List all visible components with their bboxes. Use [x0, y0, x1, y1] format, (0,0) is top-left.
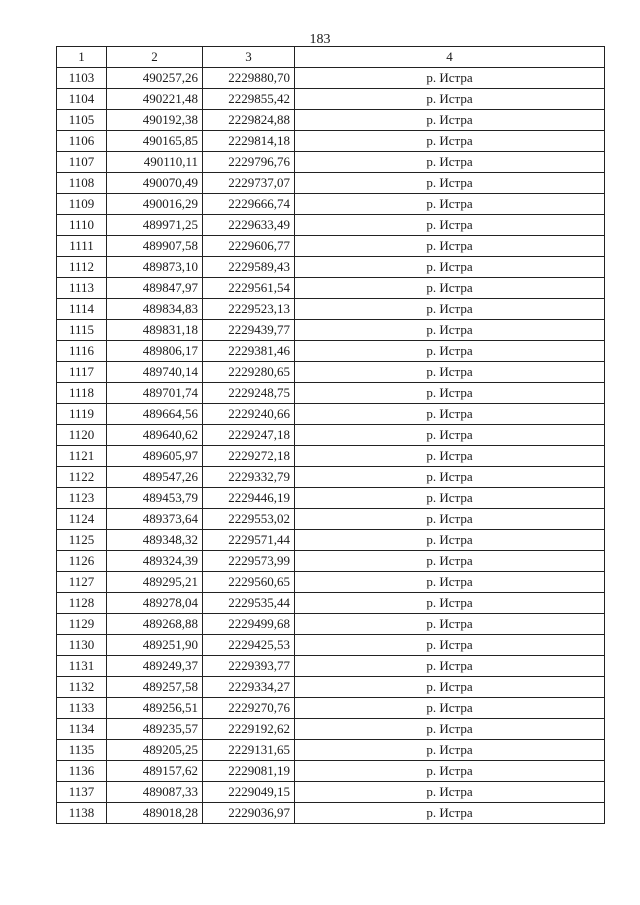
y-coordinate-cell: 2229553,02 [203, 509, 295, 530]
column-header-3: 3 [203, 47, 295, 68]
y-coordinate-cell: 2229439,77 [203, 320, 295, 341]
x-coordinate-cell: 489257,58 [107, 677, 203, 698]
table-row [57, 299, 605, 320]
description-cell: р. Истра [295, 89, 605, 110]
x-coordinate-cell: 490221,48 [107, 89, 203, 110]
y-coordinate-cell: 2229081,19 [203, 761, 295, 782]
x-coordinate-cell: 489235,57 [107, 719, 203, 740]
point-number-cell: 1106 [57, 131, 107, 152]
table-row [57, 110, 605, 131]
x-coordinate-cell: 489453,79 [107, 488, 203, 509]
point-number-cell: 1111 [57, 236, 107, 257]
table-row [57, 257, 605, 278]
x-coordinate-cell: 489547,26 [107, 467, 203, 488]
point-number-cell: 1120 [57, 425, 107, 446]
coordinates-table [56, 46, 605, 824]
x-coordinate-cell: 489834,83 [107, 299, 203, 320]
x-coordinate-cell: 490165,85 [107, 131, 203, 152]
point-number-cell: 1119 [57, 404, 107, 425]
y-coordinate-cell: 2229393,77 [203, 656, 295, 677]
y-coordinate-cell: 2229270,76 [203, 698, 295, 719]
x-coordinate-cell: 489087,33 [107, 782, 203, 803]
description-cell: р. Истра [295, 698, 605, 719]
point-number-cell: 1108 [57, 173, 107, 194]
table-row [57, 572, 605, 593]
point-number-cell: 1130 [57, 635, 107, 656]
x-coordinate-cell: 489740,14 [107, 362, 203, 383]
description-cell: р. Истра [295, 509, 605, 530]
description-cell: р. Истра [295, 68, 605, 89]
y-coordinate-cell: 2229814,18 [203, 131, 295, 152]
table-row [57, 488, 605, 509]
y-coordinate-cell: 2229272,18 [203, 446, 295, 467]
y-coordinate-cell: 2229247,18 [203, 425, 295, 446]
x-coordinate-cell: 489251,90 [107, 635, 203, 656]
y-coordinate-cell: 2229240,66 [203, 404, 295, 425]
y-coordinate-cell: 2229855,42 [203, 89, 295, 110]
point-number-cell: 1103 [57, 68, 107, 89]
x-coordinate-cell: 489971,25 [107, 215, 203, 236]
point-number-cell: 1116 [57, 341, 107, 362]
point-number-cell: 1128 [57, 593, 107, 614]
point-number-cell: 1110 [57, 215, 107, 236]
point-number-cell: 1124 [57, 509, 107, 530]
x-coordinate-cell: 489348,32 [107, 530, 203, 551]
x-coordinate-cell: 489249,37 [107, 656, 203, 677]
table-header-row [57, 47, 605, 68]
table-row [57, 467, 605, 488]
table-row [57, 719, 605, 740]
table-row [57, 635, 605, 656]
description-cell: р. Истра [295, 761, 605, 782]
x-coordinate-cell: 489018,28 [107, 803, 203, 824]
y-coordinate-cell: 2229499,68 [203, 614, 295, 635]
y-coordinate-cell: 2229737,07 [203, 173, 295, 194]
table-row [57, 656, 605, 677]
point-number-cell: 1129 [57, 614, 107, 635]
point-number-cell: 1131 [57, 656, 107, 677]
table-row [57, 425, 605, 446]
column-header-4: 4 [295, 47, 605, 68]
x-coordinate-cell: 489847,97 [107, 278, 203, 299]
table-row [57, 383, 605, 404]
description-cell: р. Истра [295, 614, 605, 635]
x-coordinate-cell: 489806,17 [107, 341, 203, 362]
description-cell: р. Истра [295, 110, 605, 131]
x-coordinate-cell: 489831,18 [107, 320, 203, 341]
description-cell: р. Истра [295, 782, 605, 803]
y-coordinate-cell: 2229796,76 [203, 152, 295, 173]
description-cell: р. Истра [295, 152, 605, 173]
y-coordinate-cell: 2229280,65 [203, 362, 295, 383]
point-number-cell: 1115 [57, 320, 107, 341]
y-coordinate-cell: 2229561,54 [203, 278, 295, 299]
x-coordinate-cell: 489268,88 [107, 614, 203, 635]
page-number: 183 [309, 32, 331, 47]
description-cell: р. Истра [295, 740, 605, 761]
y-coordinate-cell: 2229036,97 [203, 803, 295, 824]
table-row [57, 551, 605, 572]
point-number-cell: 1112 [57, 257, 107, 278]
description-cell: р. Истра [295, 173, 605, 194]
y-coordinate-cell: 2229332,79 [203, 467, 295, 488]
y-coordinate-cell: 2229425,53 [203, 635, 295, 656]
y-coordinate-cell: 2229589,43 [203, 257, 295, 278]
x-coordinate-cell: 489295,21 [107, 572, 203, 593]
table-row [57, 404, 605, 425]
x-coordinate-cell: 489256,51 [107, 698, 203, 719]
x-coordinate-cell: 490192,38 [107, 110, 203, 131]
table-row [57, 803, 605, 824]
point-number-cell: 1122 [57, 467, 107, 488]
table-row [57, 698, 605, 719]
point-number-cell: 1109 [57, 194, 107, 215]
description-cell: р. Истра [295, 383, 605, 404]
y-coordinate-cell: 2229192,62 [203, 719, 295, 740]
description-cell: р. Истра [295, 257, 605, 278]
description-cell: р. Истра [295, 362, 605, 383]
description-cell: р. Истра [295, 593, 605, 614]
description-cell: р. Истра [295, 467, 605, 488]
table-row [57, 614, 605, 635]
x-coordinate-cell: 489664,56 [107, 404, 203, 425]
point-number-cell: 1117 [57, 362, 107, 383]
description-cell: р. Истра [295, 572, 605, 593]
table-body [57, 68, 605, 824]
column-header-2: 2 [107, 47, 203, 68]
y-coordinate-cell: 2229571,44 [203, 530, 295, 551]
y-coordinate-cell: 2229049,15 [203, 782, 295, 803]
y-coordinate-cell: 2229248,75 [203, 383, 295, 404]
description-cell: р. Истра [295, 635, 605, 656]
description-cell: р. Истра [295, 404, 605, 425]
point-number-cell: 1133 [57, 698, 107, 719]
description-cell: р. Истра [295, 488, 605, 509]
point-number-cell: 1134 [57, 719, 107, 740]
description-cell: р. Истра [295, 236, 605, 257]
y-coordinate-cell: 2229446,19 [203, 488, 295, 509]
table-row [57, 593, 605, 614]
description-cell: р. Истра [295, 425, 605, 446]
point-number-cell: 1138 [57, 803, 107, 824]
point-number-cell: 1114 [57, 299, 107, 320]
point-number-cell: 1104 [57, 89, 107, 110]
table-row [57, 278, 605, 299]
y-coordinate-cell: 2229131,65 [203, 740, 295, 761]
description-cell: р. Истра [295, 341, 605, 362]
x-coordinate-cell: 490110,11 [107, 152, 203, 173]
y-coordinate-cell: 2229560,65 [203, 572, 295, 593]
point-number-cell: 1137 [57, 782, 107, 803]
x-coordinate-cell: 489205,25 [107, 740, 203, 761]
x-coordinate-cell: 489907,58 [107, 236, 203, 257]
table-row [57, 677, 605, 698]
table-row [57, 173, 605, 194]
x-coordinate-cell: 490016,29 [107, 194, 203, 215]
point-number-cell: 1126 [57, 551, 107, 572]
description-cell: р. Истра [295, 215, 605, 236]
x-coordinate-cell: 489640,62 [107, 425, 203, 446]
table-row [57, 215, 605, 236]
table-row [57, 509, 605, 530]
description-cell: р. Истра [295, 299, 605, 320]
point-number-cell: 1118 [57, 383, 107, 404]
description-cell: р. Истра [295, 278, 605, 299]
x-coordinate-cell: 489873,10 [107, 257, 203, 278]
description-cell: р. Истра [295, 551, 605, 572]
y-coordinate-cell: 2229573,99 [203, 551, 295, 572]
point-number-cell: 1121 [57, 446, 107, 467]
y-coordinate-cell: 2229334,27 [203, 677, 295, 698]
table-row [57, 68, 605, 89]
point-number-cell: 1105 [57, 110, 107, 131]
point-number-cell: 1127 [57, 572, 107, 593]
table-row [57, 320, 605, 341]
point-number-cell: 1125 [57, 530, 107, 551]
point-number-cell: 1136 [57, 761, 107, 782]
point-number-cell: 1135 [57, 740, 107, 761]
x-coordinate-cell: 489157,62 [107, 761, 203, 782]
y-coordinate-cell: 2229523,13 [203, 299, 295, 320]
x-coordinate-cell: 489373,64 [107, 509, 203, 530]
x-coordinate-cell: 489701,74 [107, 383, 203, 404]
table-row [57, 761, 605, 782]
table-row [57, 236, 605, 257]
y-coordinate-cell: 2229824,88 [203, 110, 295, 131]
table-row [57, 131, 605, 152]
description-cell: р. Истра [295, 803, 605, 824]
point-number-cell: 1113 [57, 278, 107, 299]
table-row [57, 341, 605, 362]
table-row [57, 740, 605, 761]
y-coordinate-cell: 2229535,44 [203, 593, 295, 614]
description-cell: р. Истра [295, 320, 605, 341]
y-coordinate-cell: 2229633,49 [203, 215, 295, 236]
y-coordinate-cell: 2229666,74 [203, 194, 295, 215]
y-coordinate-cell: 2229606,77 [203, 236, 295, 257]
description-cell: р. Истра [295, 719, 605, 740]
point-number-cell: 1123 [57, 488, 107, 509]
table-row [57, 152, 605, 173]
x-coordinate-cell: 489605,97 [107, 446, 203, 467]
x-coordinate-cell: 489278,04 [107, 593, 203, 614]
x-coordinate-cell: 490257,26 [107, 68, 203, 89]
description-cell: р. Истра [295, 656, 605, 677]
table-row [57, 446, 605, 467]
table-row [57, 194, 605, 215]
y-coordinate-cell: 2229381,46 [203, 341, 295, 362]
table-row [57, 782, 605, 803]
table-row [57, 362, 605, 383]
column-header-1: 1 [57, 47, 107, 68]
x-coordinate-cell: 489324,39 [107, 551, 203, 572]
point-number-cell: 1107 [57, 152, 107, 173]
point-number-cell: 1132 [57, 677, 107, 698]
y-coordinate-cell: 2229880,70 [203, 68, 295, 89]
description-cell: р. Истра [295, 677, 605, 698]
table-row [57, 530, 605, 551]
description-cell: р. Истра [295, 530, 605, 551]
description-cell: р. Истра [295, 194, 605, 215]
description-cell: р. Истра [295, 446, 605, 467]
table-row [57, 89, 605, 110]
x-coordinate-cell: 490070,49 [107, 173, 203, 194]
description-cell: р. Истра [295, 131, 605, 152]
